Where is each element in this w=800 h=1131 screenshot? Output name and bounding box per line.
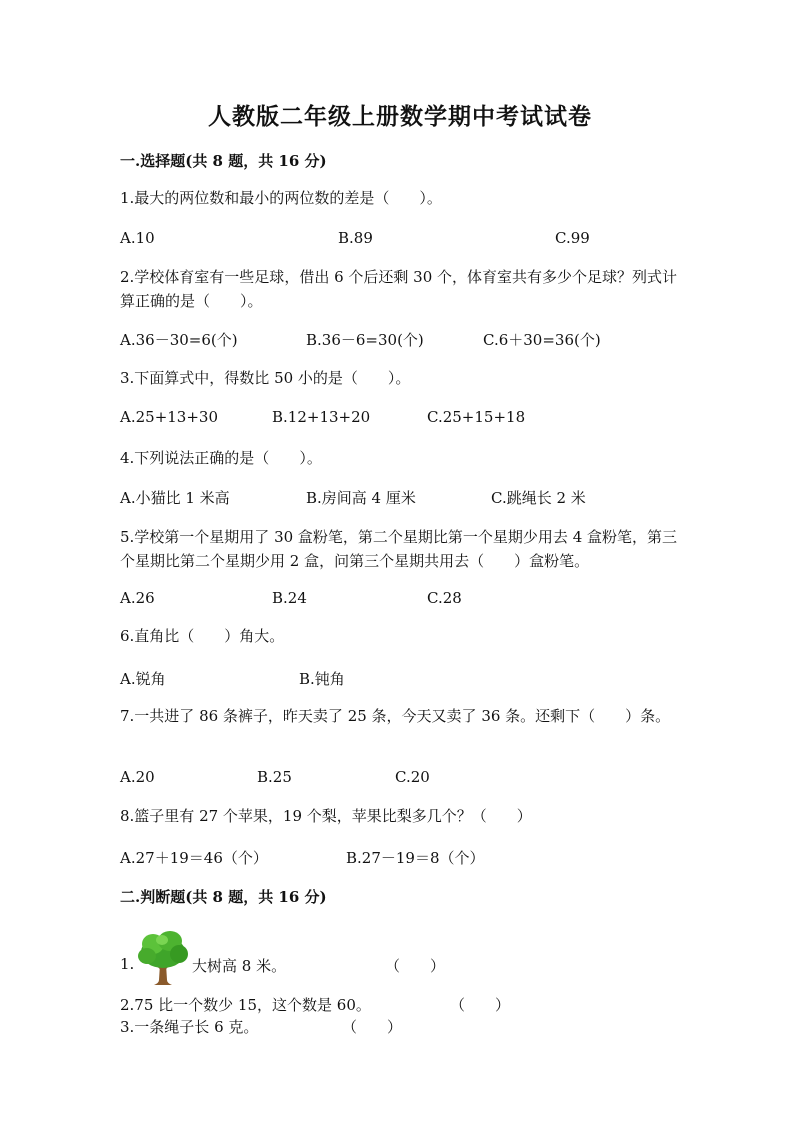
section-heading-choice: 一.选择题(共 8 题，共 16 分) [120,152,327,170]
judge-1-text: 大树高 8 米。 [192,957,287,975]
option-7b: B.25 [257,768,292,786]
question-6: 6.直角比（ ）角大。 [120,627,285,645]
option-3c: C.25+15+18 [427,408,526,426]
judge-1-blank: （ ） [385,957,446,975]
option-7c: C.20 [395,768,430,786]
option-5b: B.24 [272,589,307,607]
judge-2-text: 2.75 比一个数少 15，这个数是 60。 [120,996,371,1014]
question-8: 8.篮子里有 27 个苹果，19 个梨，苹果比梨多几个？（ ） [120,807,532,825]
option-2a: A.36－30=6(个) [120,331,238,349]
option-5c: C.28 [427,589,462,607]
question-3: 3.下面算式中，得数比 50 小的是（ ）。 [120,369,411,387]
page-title: 人教版二年级上册数学期中考试试卷 [208,103,592,130]
option-6b: B.钝角 [299,670,345,688]
question-2: 2.学校体育室有一些足球，借出 6 个后还剩 30 个，体育室共有多少个足球？列式计算正确的是（ ）。 [120,268,678,310]
option-1a: A.10 [120,229,155,247]
option-7a: A.20 [120,768,155,786]
option-8b: B.27－19＝8（个） [346,849,485,867]
option-8a: A.27＋19＝46（个） [120,849,268,867]
judge-2-blank: （ ） [450,996,511,1014]
judge-3-blank: （ ） [342,1018,403,1036]
question-5: 5.学校第一个星期用了 30 盒粉笔，第二个星期比第一个星期少用去 4 盒粉笔，第三个星期比第二个星期少用 2 盒，问第三个星期共用去（ ）盒粉笔。 [120,528,678,570]
option-1b: B.89 [338,229,373,247]
judge-1-number: 1. [120,955,135,973]
option-2c: C.6＋30=36(个) [483,331,601,349]
option-4a: A.小猫比 1 米高 [120,489,230,507]
option-4c: C.跳绳长 2 米 [491,489,586,507]
question-1: 1.最大的两位数和最小的两位数的差是（ ）。 [120,189,442,207]
option-1c: C.99 [555,229,590,247]
section-heading-judge: 二.判断题(共 8 题，共 16 分) [120,888,327,906]
option-6a: A.锐角 [120,670,166,688]
judge-3-text: 3.一条绳子长 6 克。 [120,1018,259,1036]
tree-icon [135,928,191,988]
option-3a: A.25+13+30 [120,408,218,426]
question-4: 4.下列说法正确的是（ ）。 [120,449,322,467]
option-3b: B.12+13+20 [272,408,371,426]
question-7: 7.一共进了 86 条裤子，昨天卖了 25 条，今天又卖了 36 条。还剩下（ ）条。 [120,707,671,725]
option-4b: B.房间高 4 厘米 [306,489,416,507]
option-5a: A.26 [120,589,155,607]
option-2b: B.36－6=30(个) [306,331,424,349]
